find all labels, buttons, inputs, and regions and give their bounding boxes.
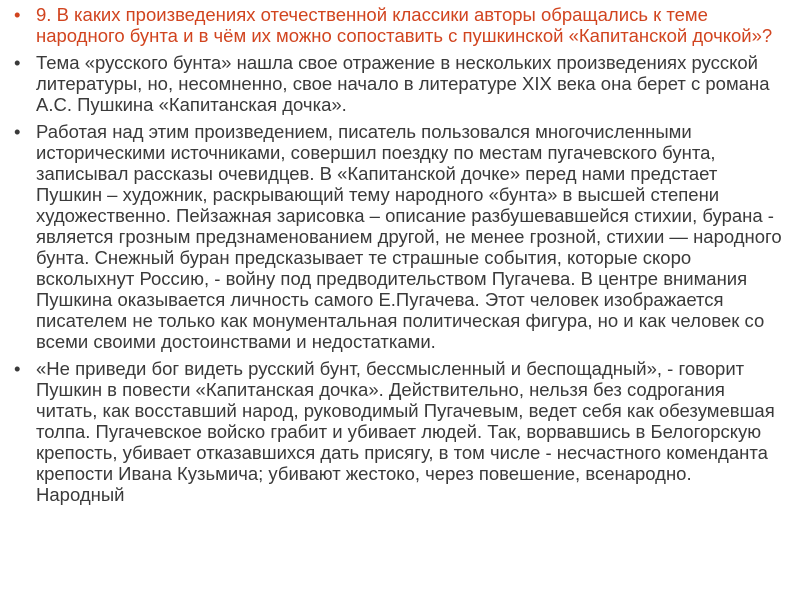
paragraph-text: «Не приведи бог видеть русский бунт, бессмысленный и беспощадный», - говорит Пушкин в повести «Капитанская дочка». Действительно, нельзя без содрогания читать, как восставший народ, руководимый Пугачевым, ведет себя как обезумевшая толпа. Пугачевское войско грабит и убивает людей. Так, ворвавшись в Белогорскую крепость, убивает отказавшихся дать присягу, в том числе - несчастного коменданта крепости Ивана Кузьмича; убивают жестоко, через повешение, всенародно. Народный [36, 358, 775, 505]
paragraph-text: Тема «русского бунта» нашла свое отражение в нескольких произведениях русской литературы, но, несомненно, свое начало в литературе XIX века она берет с романа А.С. Пушкина «Капитанская дочка». [36, 52, 770, 115]
paragraph-theme [14, 52, 784, 115]
paragraph-text: Работая над этим произведением, писатель пользовался многочисленными историческими источниками, совершил поездку по местам пугачевского бунта, записывал рассказы очевидцев. В «Капитанской дочке» перед нами предстает Пушкин – художник, раскрывающий тему народного «бунта» в высшей степени художественно. Пейзажная зарисовка – описание разбушевавшейся стихии, бурана - является грозным предзнаменованием другой, не менее грозной, стихии — народного бунта. Снежный буран предсказывает те страшные события, которые скоро всколыхнут Россию, - войну под предводительством Пугачева. В центре внимания Пушкина оказывается личность самого Е.Пугачева. Этот человек изображается писателем не только как монументальная политическая фигура, но и как человек со всеми своими достоинствами и недостатками. [36, 121, 782, 352]
bullet-marker: • [14, 52, 21, 73]
bullet-list [14, 4, 784, 511]
bullet-marker: • [14, 4, 21, 25]
question-text: 9. В каких произведениях отечественной классики авторы обращались к теме народного бунта и в чём их можно сопоставить с пушкинской «Капитанской дочкой»? [36, 4, 773, 46]
paragraph-work [14, 121, 784, 352]
paragraph-quote [14, 358, 784, 505]
bullet-marker: • [14, 121, 21, 142]
bullet-marker: • [14, 358, 21, 379]
question-heading [14, 4, 784, 46]
